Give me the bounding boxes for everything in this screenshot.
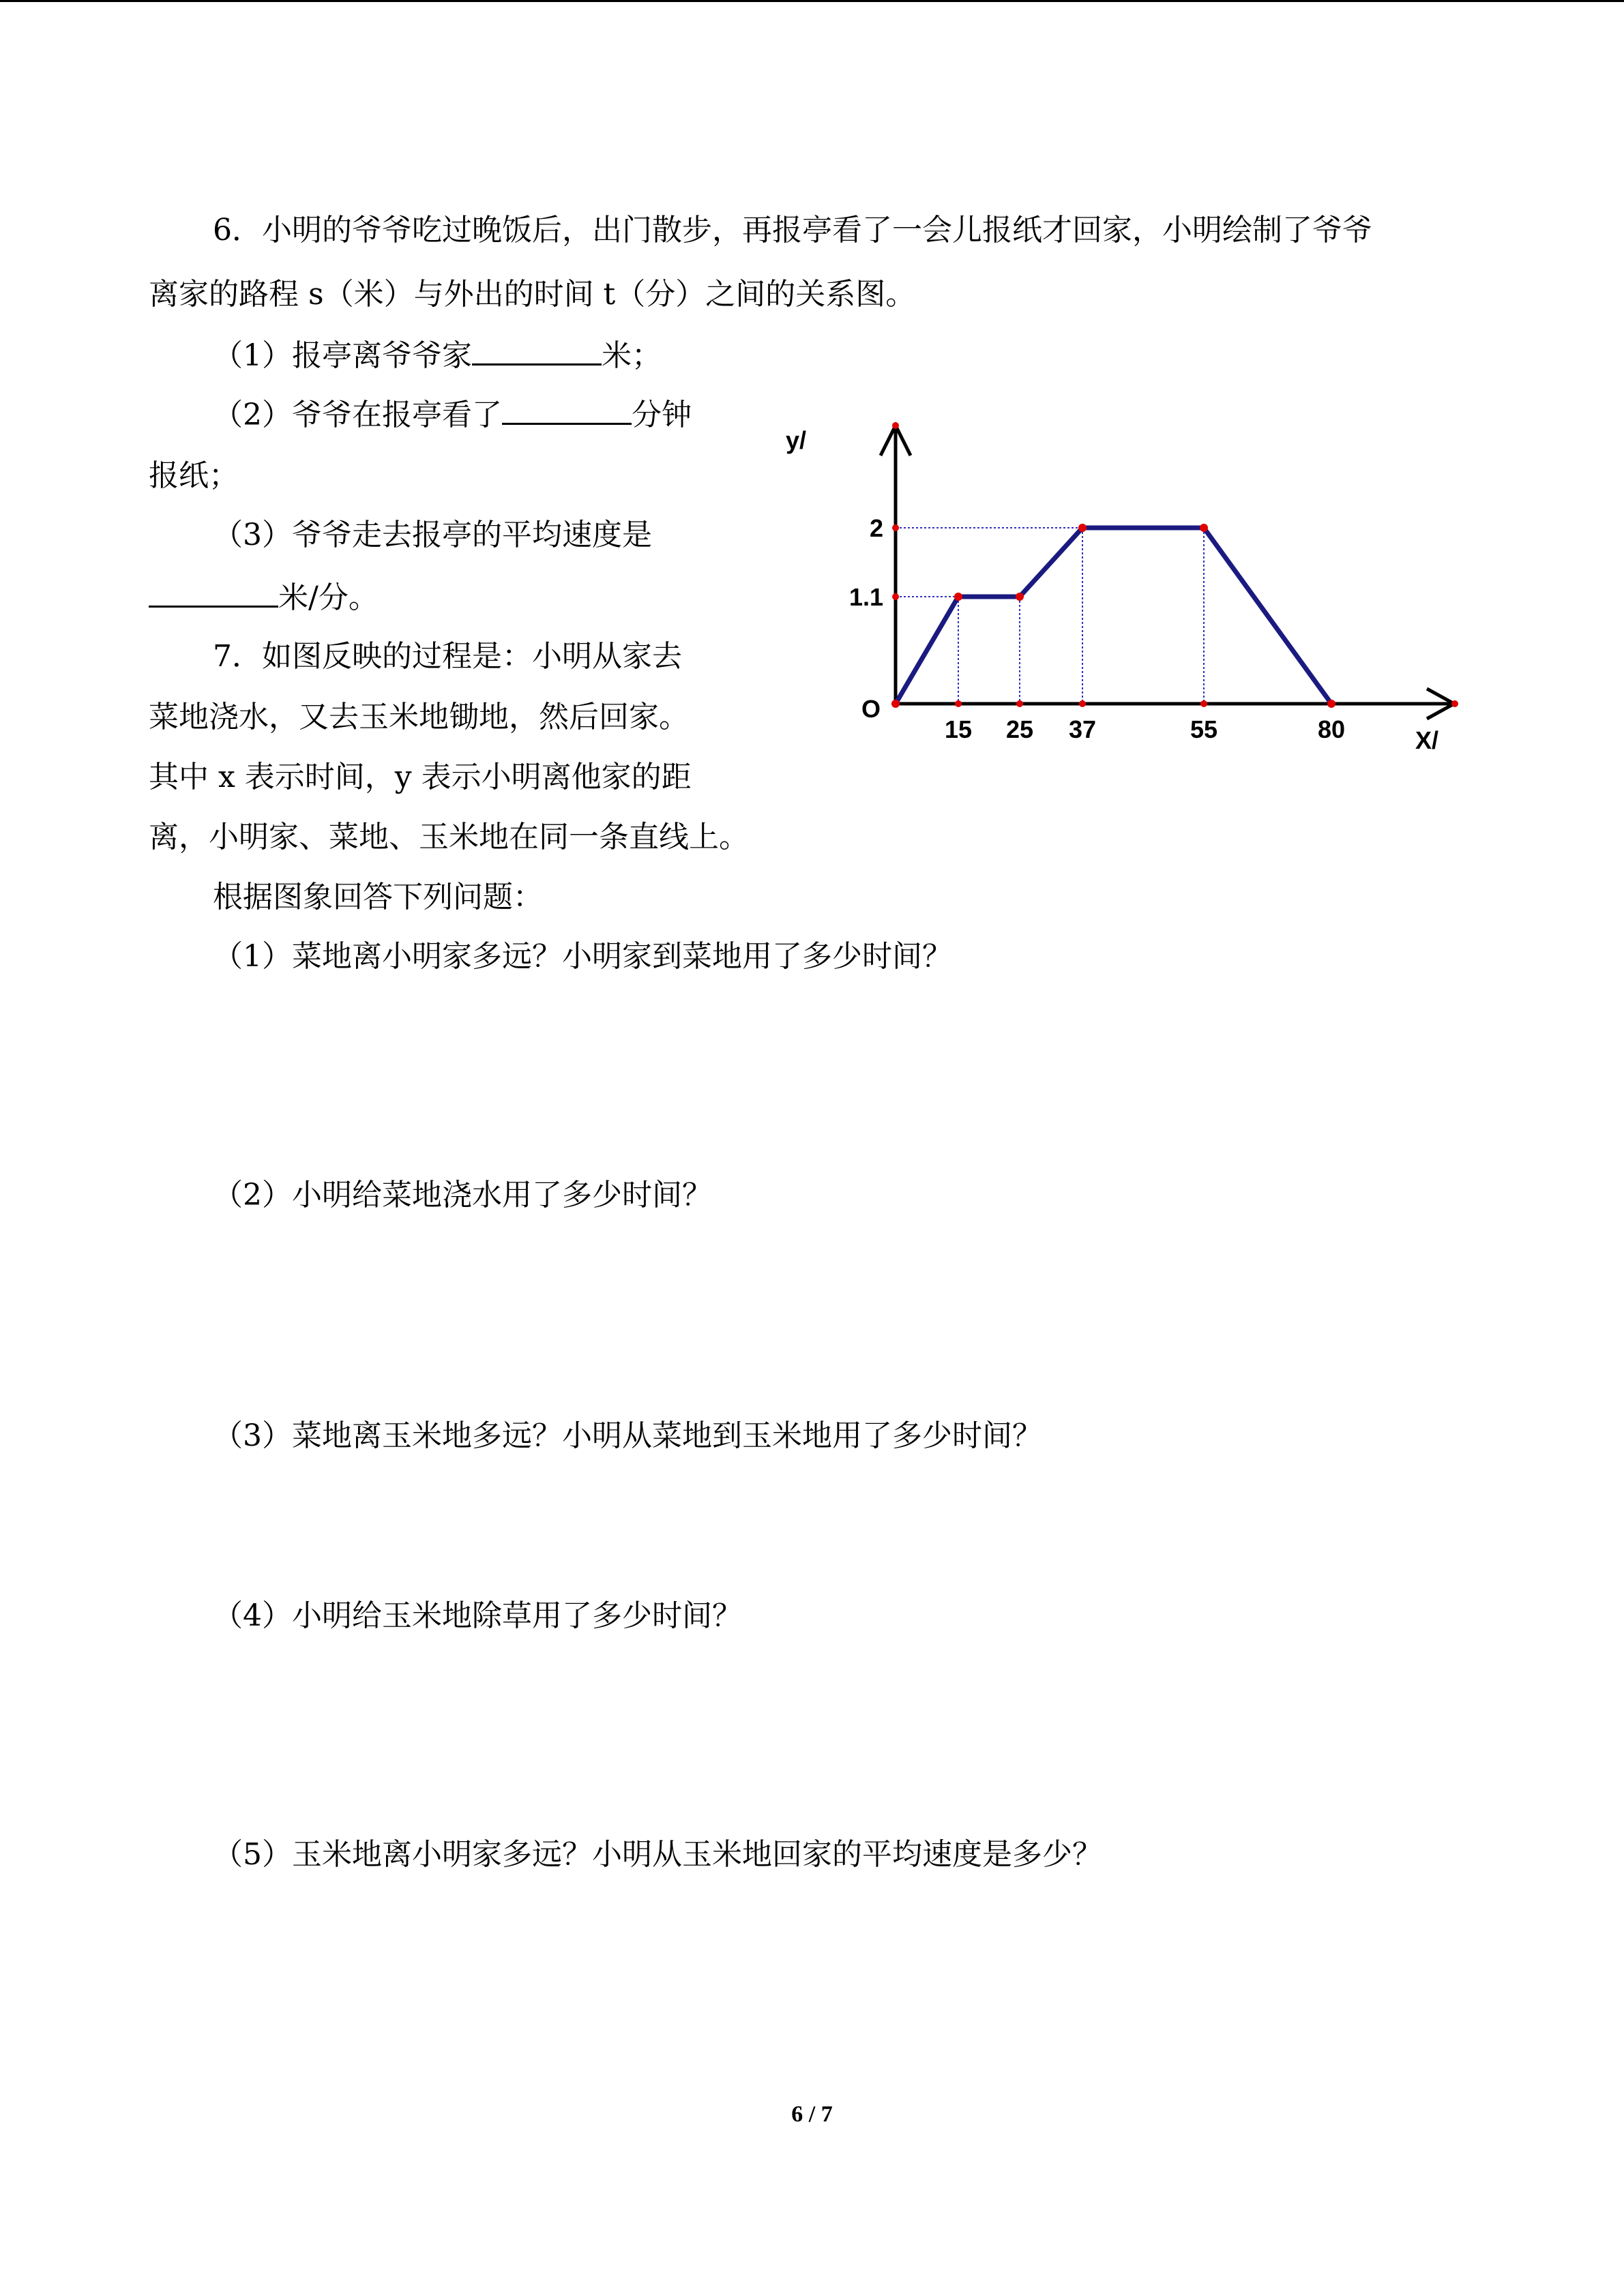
x-tick-label: 15 bbox=[944, 715, 973, 743]
x-tick-label: 80 bbox=[1317, 715, 1346, 743]
page-number: 6 / 7 bbox=[791, 2102, 833, 2127]
data-point bbox=[954, 593, 962, 601]
distance-time-graph bbox=[778, 402, 1473, 771]
answer-blank[interactable] bbox=[502, 396, 632, 425]
y-tick-point bbox=[892, 593, 899, 600]
q7-line-2: 菜地浇水，又去玉米地锄地，然后回家。 bbox=[149, 700, 689, 734]
x-axis-arrow-point bbox=[1451, 700, 1458, 707]
guide-lines bbox=[896, 528, 1204, 704]
y-axis-label: y/ bbox=[786, 426, 807, 454]
origin-label: O bbox=[861, 695, 881, 723]
q7-line-1: 7．如图反映的过程是：小明从家去 bbox=[213, 639, 682, 674]
q6-sub-1 bbox=[213, 336, 662, 375]
q6-sub-2-label: （2）爷爷在报亭看了 bbox=[213, 398, 502, 432]
q6-sub-1-unit: 米； bbox=[602, 338, 662, 373]
q6-sub-3-answer bbox=[149, 578, 379, 617]
answer-blank[interactable] bbox=[472, 336, 602, 366]
q7-line-3: 其中 x 表示时间，y 表示小明离他家的距 bbox=[149, 760, 692, 794]
data-point bbox=[1078, 524, 1087, 532]
y-tick-label: 1.1 bbox=[848, 583, 883, 611]
q7-question-3: （3）菜地离玉米地多远？小明从菜地到玉米地用了多少时间？ bbox=[213, 1418, 1042, 1453]
x-tick-point bbox=[955, 700, 962, 707]
x-tick-point bbox=[1079, 700, 1086, 707]
q7-question-5: （5）玉米地离小明家多远？小明从玉米地回家的平均速度是多少？ bbox=[213, 1837, 1102, 1872]
q6-sub-1-label: （1）报亭离爷爷家 bbox=[213, 338, 472, 373]
x-tick-label: 25 bbox=[1005, 715, 1034, 743]
q7-intro: 根据图象回答下列问题： bbox=[213, 880, 543, 914]
q6-line-1: 6．小明的爷爷吃过晚饭后，出门散步，再报亭看了一会儿报纸才回家，小明绘制了爷爷 bbox=[213, 213, 1372, 248]
q6-sub-3-unit: 米/分。 bbox=[278, 580, 379, 615]
y-tick-point bbox=[892, 524, 899, 531]
q6-sub-2-cont: 报纸； bbox=[149, 458, 239, 493]
data-point bbox=[1200, 524, 1208, 532]
x-tick-label: 37 bbox=[1068, 715, 1097, 743]
top-border bbox=[0, 0, 1624, 2]
q6-sub-3: （3）爷爷走去报亭的平均速度是 bbox=[213, 518, 652, 552]
x-tick-label: 55 bbox=[1190, 715, 1218, 743]
series-line bbox=[896, 528, 1331, 704]
data-point bbox=[891, 700, 900, 708]
x-tick-point bbox=[1016, 700, 1023, 707]
x-axis-label: X/ bbox=[1415, 726, 1439, 754]
q6-line-2: 离家的路程 s（米）与外出的时间 t（分）之间的关系图。 bbox=[149, 277, 916, 312]
data-point bbox=[1016, 593, 1024, 601]
q7-line-4: 离，小明家、菜地、玉米地在同一条直线上。 bbox=[149, 820, 749, 854]
q6-sub-2-unit: 分钟 bbox=[632, 398, 692, 432]
q7-question-4: （4）小明给玉米地除草用了多少时间？ bbox=[213, 1598, 742, 1633]
q6-sub-2 bbox=[213, 396, 692, 434]
y-tick-label: 2 bbox=[869, 514, 883, 542]
q7-question-2: （2）小明给菜地浇水用了多少时间？ bbox=[213, 1178, 712, 1212]
q7-question-1: （1）菜地离小明家多远？小明家到菜地用了多少时间？ bbox=[213, 939, 952, 974]
y-axis-arrow-point bbox=[892, 422, 899, 429]
data-point bbox=[1327, 700, 1335, 708]
x-tick-point bbox=[1200, 700, 1207, 707]
answer-blank[interactable] bbox=[149, 578, 278, 608]
